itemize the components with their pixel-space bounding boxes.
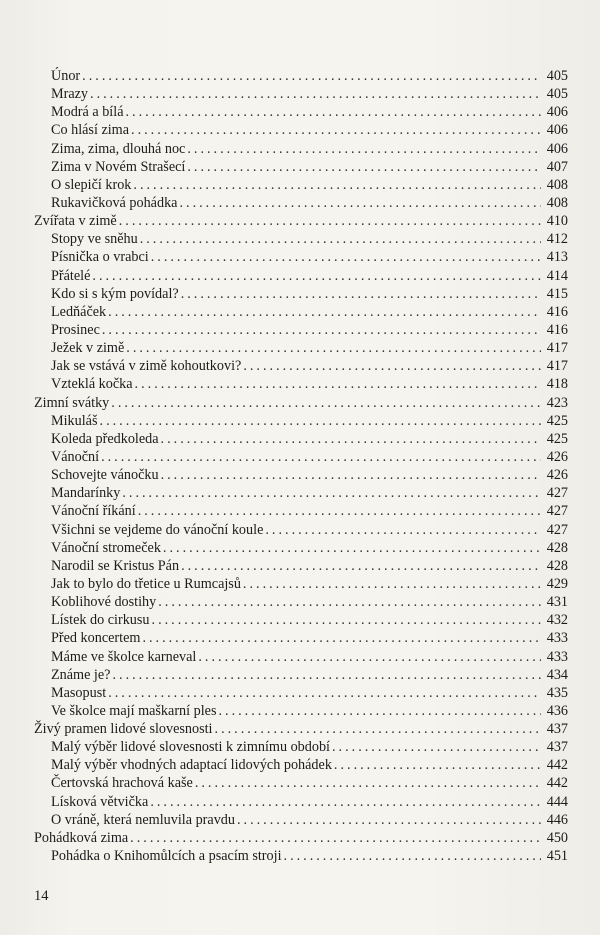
toc-entry-title: Mikuláš	[51, 412, 98, 429]
toc-entry-title: Máme ve školce karneval	[51, 648, 197, 665]
toc-entry-page: 414	[546, 267, 568, 284]
dot-leader	[181, 285, 541, 303]
toc-entry-page: 425	[546, 430, 568, 447]
dot-leader	[131, 121, 541, 139]
toc-entry-title: O vráně, která nemluvila pravdu	[51, 811, 235, 828]
toc-entry-title: Stopy ve sněhu	[51, 231, 138, 248]
dot-leader	[161, 430, 541, 448]
toc-entry	[34, 230, 568, 248]
toc-entry-page: 437	[546, 721, 568, 738]
toc-entry-title: Pohádka o Knihomůlcích a psacím stroji	[51, 848, 282, 865]
dot-leader	[265, 521, 541, 539]
dot-leader	[119, 212, 541, 230]
toc-entry-title: Vzteklá kočka	[51, 376, 133, 393]
dot-leader	[332, 738, 541, 756]
toc-entry-title: Přátelé	[51, 267, 91, 284]
toc-entry-title: Živý pramen lidové slovesnosti	[34, 721, 213, 738]
dot-leader	[334, 756, 541, 774]
toc-entry-page: 433	[546, 630, 568, 647]
toc-entry-title: Masopust	[51, 684, 107, 701]
dot-leader	[187, 158, 541, 176]
toc-entry-title: Zima, zima, dlouhá noc	[51, 140, 186, 157]
toc-entry	[34, 502, 568, 520]
toc-entry-page: 431	[546, 594, 568, 611]
toc-entry	[34, 67, 568, 85]
dot-leader	[198, 648, 541, 666]
toc-entry	[34, 448, 568, 466]
dot-leader	[101, 448, 541, 466]
toc-entry-title: Vánoční říkání	[51, 503, 136, 520]
toc-entry	[34, 811, 568, 829]
toc-entry	[34, 774, 568, 792]
toc-entry-page: 418	[546, 376, 568, 393]
toc-entry-title: Malý výběr vhodných adaptací lidových pohádek	[51, 757, 332, 774]
dot-leader	[179, 194, 541, 212]
toc-entry	[34, 267, 568, 285]
dot-leader	[215, 720, 541, 738]
toc-entry-page: 446	[546, 811, 568, 828]
toc-entry-title: Známe je?	[51, 666, 111, 683]
toc-entry-page: 427	[546, 521, 568, 538]
toc-entry-title: Narodil se Kristus Pán	[51, 557, 180, 574]
dot-leader	[150, 793, 541, 811]
dot-leader	[158, 593, 541, 611]
toc-entry-title: Písnička o vrabci	[51, 249, 149, 266]
toc-entry-title: Ledňáček	[51, 303, 107, 320]
toc-entry-page: 425	[546, 412, 568, 429]
dot-leader	[195, 774, 541, 792]
toc-entry	[34, 702, 568, 720]
toc-entry-title: Pohádková zima	[34, 829, 129, 846]
toc-entry-title: Únor	[51, 68, 81, 84]
toc-entry-title: Koblihové dostihy	[51, 594, 157, 611]
toc-entry-title: Všichni se vejdeme do vánoční koule	[51, 521, 264, 538]
toc-entry-title: Před koncertem	[51, 630, 141, 647]
toc-entry	[34, 738, 568, 756]
toc-entry-title: Co hlásí zima	[51, 122, 130, 139]
toc-entry	[34, 176, 568, 194]
toc-entry-title: Koleda předkoleda	[51, 430, 159, 447]
dot-leader	[100, 412, 541, 430]
page-number-folio: 14	[34, 888, 49, 904]
dot-leader	[243, 575, 541, 593]
toc-entry	[34, 539, 568, 557]
toc-entry-page: 410	[546, 213, 568, 230]
toc-entry	[34, 793, 568, 811]
dot-leader	[133, 176, 541, 194]
toc-entry-title: Modrá a bílá	[51, 104, 124, 121]
dot-leader	[151, 248, 541, 266]
table-of-contents	[34, 67, 568, 865]
dot-leader	[82, 67, 541, 85]
toc-entry-title: Mandarínky	[51, 485, 121, 502]
dot-leader	[237, 811, 541, 829]
toc-entry-title: Lístek do cirkusu	[51, 612, 150, 629]
toc-entry-page: 427	[546, 503, 568, 520]
dot-leader	[112, 666, 541, 684]
toc-entry	[34, 648, 568, 666]
toc-entry-title: Rukavičková pohádka	[51, 194, 178, 211]
toc-entry-title: Kdo si s kým povídal?	[51, 285, 179, 302]
dot-leader	[163, 539, 541, 557]
dot-leader	[92, 267, 541, 285]
toc-entry	[34, 85, 568, 103]
toc-entry-title: Jak se vstává v zimě kohoutkovi?	[51, 358, 242, 375]
toc-entry	[34, 666, 568, 684]
dot-leader	[135, 375, 541, 393]
toc-entry-title: Zimní svátky	[34, 394, 110, 411]
toc-entry-page: 406	[546, 122, 568, 139]
toc-entry-page: 451	[546, 848, 568, 865]
toc-entry-page: 426	[546, 448, 568, 465]
toc-entry-page: 429	[546, 575, 568, 592]
dot-leader	[142, 629, 541, 647]
toc-entry-page: 413	[546, 249, 568, 266]
toc-entry-page: 416	[546, 303, 568, 320]
toc-entry	[34, 140, 568, 158]
toc-entry-title: Ježek v zimě	[51, 340, 125, 357]
toc-entry-page: 406	[546, 104, 568, 121]
toc-entry-page: 428	[546, 557, 568, 574]
toc-entry	[34, 303, 568, 321]
toc-entry-page: 434	[546, 666, 568, 683]
toc-entry-title: Lísková větvička	[51, 793, 149, 810]
dot-leader	[161, 466, 541, 484]
dot-leader	[111, 394, 541, 412]
dot-leader	[218, 702, 541, 720]
dot-leader	[102, 321, 541, 339]
toc-entry-page: 435	[546, 684, 568, 701]
toc-entry-page: 444	[546, 793, 568, 810]
toc-entry	[34, 484, 568, 502]
toc-entry	[34, 575, 568, 593]
dot-leader	[130, 829, 541, 847]
toc-entry-title: O slepičí krok	[51, 176, 132, 193]
toc-section-entry	[34, 212, 568, 230]
toc-entry-page: 433	[546, 648, 568, 665]
toc-entry-page: 428	[546, 539, 568, 556]
dot-leader	[126, 103, 542, 121]
toc-entry-page: 432	[546, 612, 568, 629]
toc-entry	[34, 756, 568, 774]
toc-entry-title: Vánoční	[51, 448, 100, 465]
toc-entry-page: 416	[546, 321, 568, 338]
toc-entry	[34, 593, 568, 611]
toc-entry	[34, 557, 568, 575]
toc-entry	[34, 194, 568, 212]
toc-entry	[34, 285, 568, 303]
dot-leader	[138, 502, 541, 520]
toc-entry-page: 407	[546, 158, 568, 175]
toc-entry	[34, 521, 568, 539]
toc-entry	[34, 375, 568, 393]
toc-entry	[34, 103, 568, 121]
toc-entry-title: Jak to bylo do třetice u Rumcajsů	[51, 575, 241, 592]
toc-entry-title: Čertovská hrachová kaše	[51, 775, 193, 792]
toc-entry-page: 442	[546, 775, 568, 792]
toc-section-entry	[34, 394, 568, 412]
dot-leader	[108, 684, 541, 702]
toc-entry	[34, 684, 568, 702]
toc-entry	[34, 412, 568, 430]
toc-entry-page: 415	[546, 285, 568, 302]
toc-entry-page: 408	[546, 176, 568, 193]
toc-entry	[34, 158, 568, 176]
toc-entry-title: Ve školce mají maškarní ples	[51, 702, 217, 719]
toc-entry-page: 442	[546, 757, 568, 774]
toc-section-entry	[34, 829, 568, 847]
toc-entry-page: 437	[546, 739, 568, 756]
toc-entry	[34, 629, 568, 647]
toc-entry	[34, 430, 568, 448]
toc-entry-page: 405	[546, 86, 568, 103]
toc-entry-page: 426	[546, 467, 568, 484]
toc-entry-page: 450	[546, 829, 568, 846]
toc-entry-page: 405	[546, 68, 568, 84]
dot-leader	[284, 847, 541, 865]
toc-entry-page: 417	[546, 358, 568, 375]
toc-entry-page: 436	[546, 702, 568, 719]
toc-entry-page: 417	[546, 340, 568, 357]
toc-entry	[34, 466, 568, 484]
dot-leader	[181, 557, 541, 575]
dot-leader	[140, 230, 541, 248]
toc-entry-page: 427	[546, 485, 568, 502]
toc-entry-title: Malý výběr lidové slovesnosti k zimnímu období	[51, 739, 330, 756]
toc-entry-page: 408	[546, 194, 568, 211]
dot-leader	[152, 611, 541, 629]
toc-entry-page: 423	[546, 394, 568, 411]
toc-entry-title: Mrazy	[51, 86, 89, 103]
toc-entry	[34, 611, 568, 629]
toc-entry	[34, 321, 568, 339]
toc-entry-title: Prosinec	[51, 321, 100, 338]
toc-section-entry	[34, 720, 568, 738]
dot-leader	[243, 357, 541, 375]
dot-leader	[126, 339, 541, 357]
toc-entry-title: Zvířata v zimě	[34, 213, 117, 230]
toc-entry-title: Schovejte vánočku	[51, 467, 159, 484]
toc-entry-page: 406	[546, 140, 568, 157]
dot-leader	[187, 140, 541, 158]
toc-entry-title: Zima v Novém Strašecí	[51, 158, 186, 175]
toc-entry	[34, 248, 568, 266]
toc-entry	[34, 357, 568, 375]
toc-entry-page: 412	[546, 231, 568, 248]
toc-entry	[34, 121, 568, 139]
dot-leader	[122, 484, 541, 502]
dot-leader	[90, 85, 541, 103]
dot-leader	[108, 303, 541, 321]
toc-entry	[34, 339, 568, 357]
toc-entry	[34, 847, 568, 865]
toc-entry-title: Vánoční stromeček	[51, 539, 161, 556]
